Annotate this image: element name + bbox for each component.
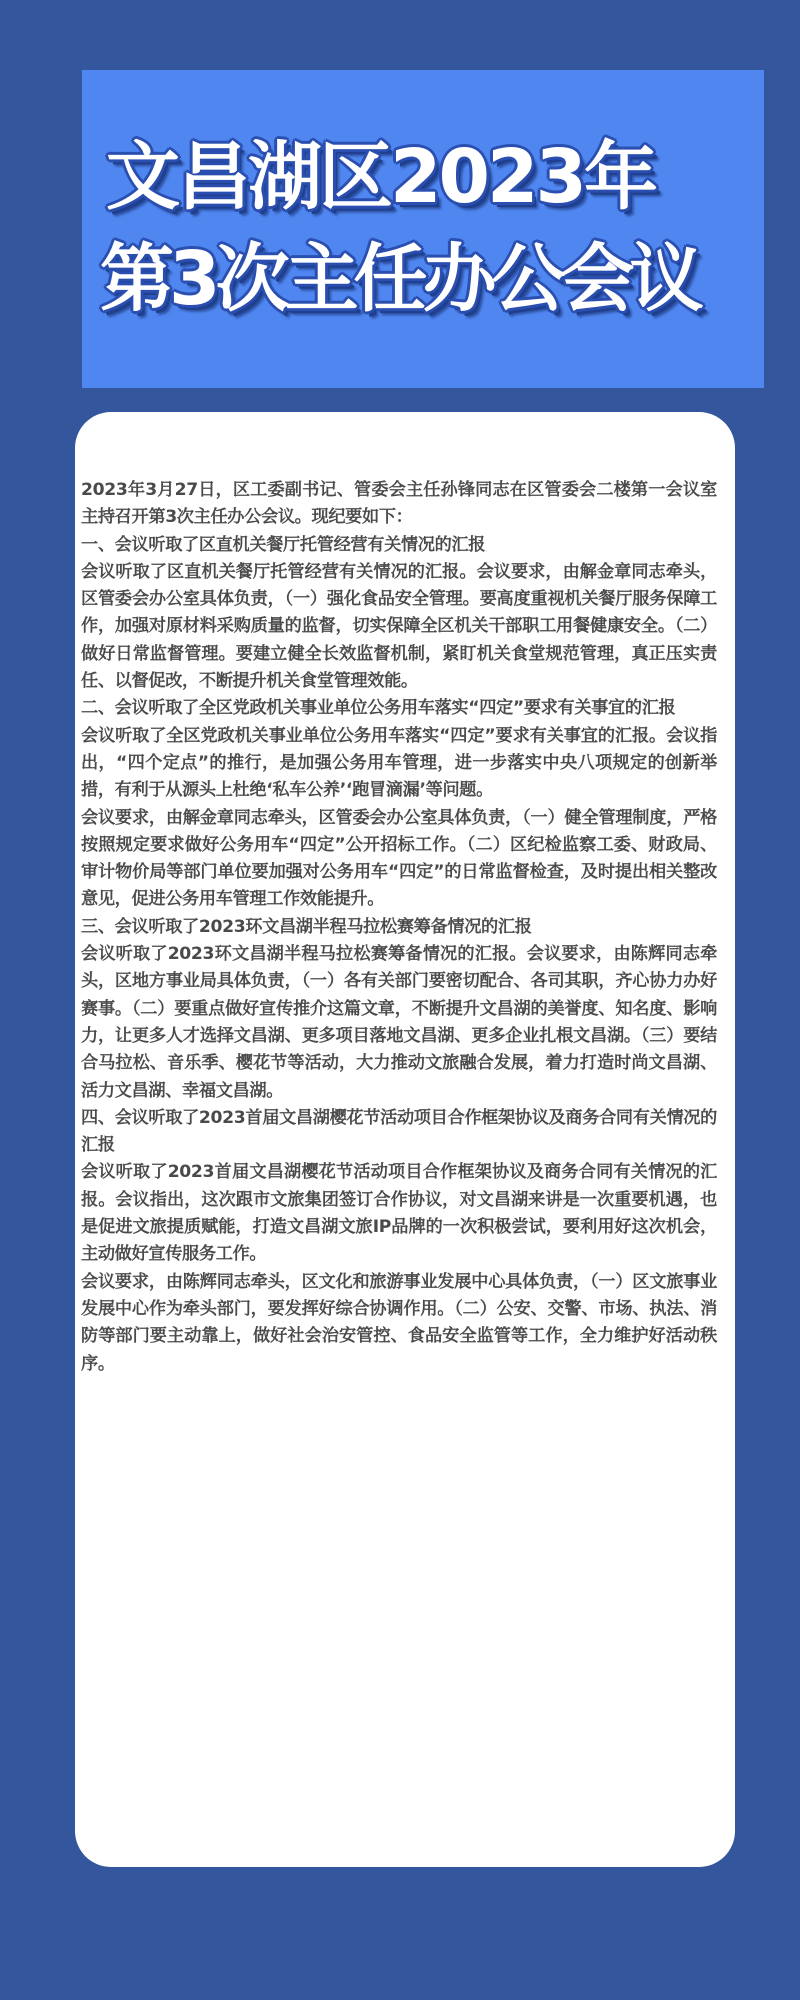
section-heading-2: 二、会议听取了全区党政机关事业单位公务用车落实“四定”要求有关事宜的汇报 <box>81 698 676 719</box>
section-heading-1: 一、会议听取了区直机关餐厅托管经营有关情况的汇报 <box>81 534 486 555</box>
paragraph: 会议听取了全区党政机关事业单位公务用车落实“四定”要求有关事宜的汇报。会议指出，“四个定点”的推行，是加强公务用车管理，进一步落实中央八项规定的创新举措，有利于从源头上杜绝‘私车公养’‘跑冒滴漏’等问题。 <box>81 725 717 801</box>
section-heading-4: 四、会议听取了2023首届文昌湖樱花节活动项目合作框架协议及商务合同有关情况的汇报 <box>81 1107 717 1156</box>
paragraph: 会议要求，由解金章同志牵头，区管委会办公室具体负责，（一）健全管理制度，严格按照规定要求做好公务用车“四定”公开招标工作。（二）区纪检监察工委、财政局、审计物价局等部门单位要加强对公务用车“四定”的日常监督检查，及时提出相关整改意见，促进公务用车管理工作效能提升。 <box>81 807 717 910</box>
paragraph: 会议听取了区直机关餐厅托管经营有关情况的汇报。会议要求，由解金章同志牵头，区管委会办公室具体负责，（一）强化食品安全管理。要高度重视机关餐厅服务保障工作，加强对原材料采购质量的监督，切实保障全区机关干部职工用餐健康安全。（二）做好日常监督管理。要建立健全长效监督机制，紧盯机关食堂规范管理，真正压实责任、以督促改，不断提升机关食堂管理效能。 <box>81 561 717 692</box>
content-card <box>75 412 735 1867</box>
paragraph-intro: 2023年3月27日，区工委副书记、管委会主任孙锋同志在区管委会二楼第一会议室主持召开第3次主任办公会议。现纪要如下： <box>81 480 717 528</box>
content-body <box>81 477 717 1378</box>
paragraph: 会议要求，由陈辉同志牵头，区文化和旅游事业发展中心具体负责，（一）区文旅事业发展中心作为牵头部门，要发挥好综合协调作用。（二）公安、交警、市场、执法、消防等部门要主动靠上，做好社会治安管控、食品安全监管等工作，全力维护好活动秩序。 <box>81 1271 717 1374</box>
title-line-1: 文昌湖区2023年 <box>106 134 655 220</box>
title-line-2: 第3次主任办公会议 <box>100 236 699 322</box>
paragraph: 会议听取了2023首届文昌湖樱花节活动项目合作框架协议及商务合同有关情况的汇报。会议指出，这次跟市文旅集团签订合作协议，对文昌湖来讲是一次重要机遇，也是促进文旅提质赋能，打造文昌湖文旅IP品牌的一次积极尝试，要利用好这次机会，主动做好宣传服务工作。 <box>81 1162 717 1265</box>
section-heading-3: 三、会议听取了2023环文昌湖半程马拉松赛筹备情况的汇报 <box>81 916 532 937</box>
paragraph: 会议听取了2023环文昌湖半程马拉松赛筹备情况的汇报。会议要求，由陈辉同志牵头，区地方事业局具体负责，（一）各有关部门要密切配合、各司其职，齐心协力办好赛事。（二）要重点做好宣传推介这篇文章，不断提升文昌湖的美誉度、知名度、影响力，让更多人才选择文昌湖、更多项目落地文昌湖、更多企业扎根文昌湖。（三）要结合马拉松、音乐季、樱花节等活动，大力推动文旅融合发展，着力打造时尚文昌湖、活力文昌湖、幸福文昌湖。 <box>81 944 717 1101</box>
title-banner <box>82 70 764 388</box>
